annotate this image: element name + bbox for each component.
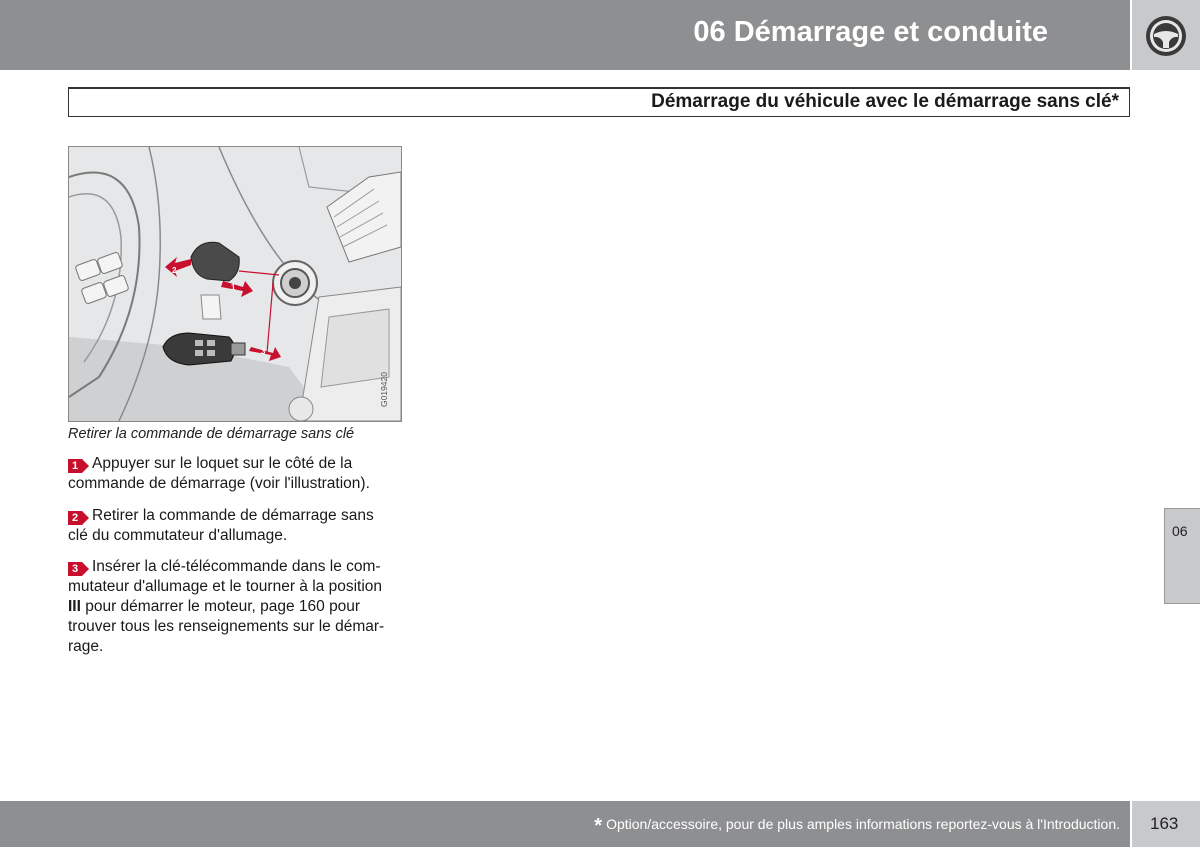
footnote-star: * [594, 815, 603, 837]
chapter-title: 06 Démarrage et conduite [693, 16, 1048, 48]
section-header [68, 87, 1130, 117]
dashboard-drawing [69, 147, 401, 421]
side-tab-label: 06 [1172, 523, 1188, 539]
keyless-start-illustration [68, 146, 402, 422]
arrow-label-3: 3 [261, 347, 266, 356]
air-vent [327, 172, 401, 262]
chapter-header [0, 0, 1130, 70]
footer [0, 801, 1130, 847]
step-3-line-5: rage. [68, 638, 104, 655]
section-title: Démarrage du véhicule avec le démarrage sans clé* [651, 91, 1119, 112]
arrow-label-1: 1 [231, 283, 236, 292]
chapter-side-tab [1164, 508, 1200, 604]
step-1 [68, 454, 404, 494]
chapter-icon-box [1132, 0, 1200, 70]
step-2 [68, 506, 404, 546]
footnote [594, 815, 1120, 838]
page-number-box [1132, 801, 1200, 847]
illustration-code: G019420 [379, 372, 389, 407]
footnote-text: Option/accessoire, pour de plus amples informations reportez-vous à l'Introduction. [606, 816, 1120, 832]
step-2-line-1: Retirer la commande de démarrage sans [92, 507, 374, 524]
step-number-badge: 1 [68, 459, 82, 473]
step-2-line-2: clé du commutateur d'allumage. [68, 527, 288, 544]
step-3-line-3: pour démarrer le moteur, page 160 pour [80, 598, 361, 615]
illustration-caption: Retirer la commande de démarrage sans clé [68, 426, 355, 442]
steering-wheel-icon [1144, 14, 1188, 58]
step-1-line-2: commande de démarrage (voir l'illustration). [68, 475, 370, 492]
ignition-position: III [68, 598, 81, 615]
step-3-line-4: trouver tous les renseignements sur le démar- [68, 618, 385, 635]
step-3 [68, 557, 404, 657]
start-knob [191, 242, 239, 319]
step-3-line-1: Insérer la clé-télécommande dans le com- [92, 558, 381, 575]
step-3-line-2: mutateur d'allumage et le tourner à la position [68, 578, 383, 595]
step-1-line-1: Appuyer sur le loquet sur le côté de la [92, 455, 353, 472]
step-number-badge: 3 [68, 562, 82, 576]
step-number-badge: 2 [68, 511, 82, 525]
arrow-label-2: 2 [172, 266, 177, 275]
page-number: 163 [1150, 814, 1179, 833]
ignition-slot [273, 261, 317, 305]
steering-buttons [75, 252, 129, 305]
